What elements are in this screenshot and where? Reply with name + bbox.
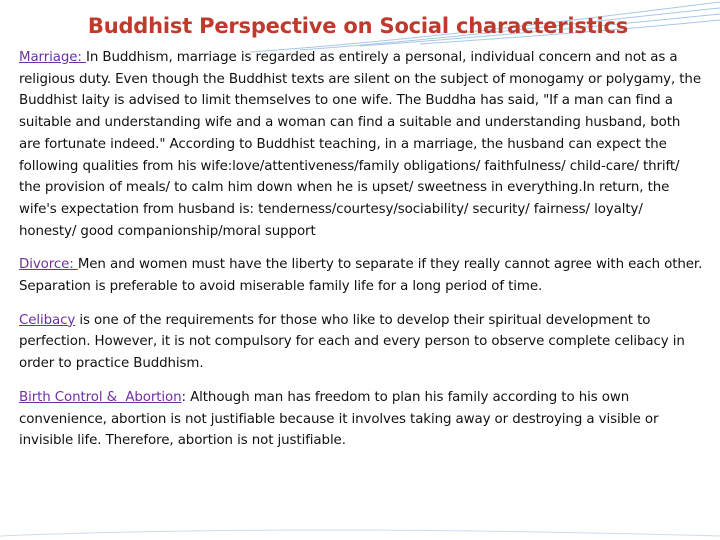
section-celibacy [19, 310, 703, 375]
term-celibacy: Celibacy [19, 312, 76, 328]
term-divorce: Divorce: [19, 257, 78, 273]
text-birth-control-abortion: : Although man has freedom to plan his family according to his own convenience, abortion is not justifiable because it involves taking away or destroying a visible or invisible life. Therefore, abortion is not justifiable. [19, 389, 659, 449]
term-birth-control-abortion: Birth Control & Abortion [19, 389, 182, 405]
text-marriage: In Buddhism, marriage is regarded as entirely a personal, individual concern and not as a religious duty. Even though the Buddhist texts are silent on the subject of monogamy or polygamy, the Buddhist laity is advised to limit themselves to one wife. The Buddha has said, "If a man can find a suitable and understanding wife and a woman can find a suitable and understanding husband, both are fortunate indeed." According to Buddhist teaching, in a marriage, the husband can expect the following qualities from his wife:love/attentiveness/family obligations/ faithfulness/ child-care/ thrift/ the provision of meals/ to calm him down when he is upset/ sweetness in everything.In return, the wife's expectation from husband is: tenderness/courtesy/sociability/ security/ fairness/ loyalty/ honesty/ good companionship/moral support [19, 50, 701, 239]
text-celibacy: is one of the requirements for those who like to develop their spiritual development to perfection. However, it is not compulsory for each and every person to observe complete celibacy in order to practice Buddhism. [19, 312, 685, 372]
section-birth-control-abortion [19, 387, 703, 452]
page-title: Buddhist Perspective on Social characteristics [87, 14, 629, 38]
content-body [19, 47, 703, 452]
section-divorce [19, 254, 703, 297]
section-marriage [19, 47, 703, 242]
text-divorce: Men and women must have the liberty to separate if they really cannot agree with each other. Separation is preferable to avoid miserable family life for a long period of time. [19, 257, 703, 295]
term-marriage: Marriage: [19, 50, 86, 65]
